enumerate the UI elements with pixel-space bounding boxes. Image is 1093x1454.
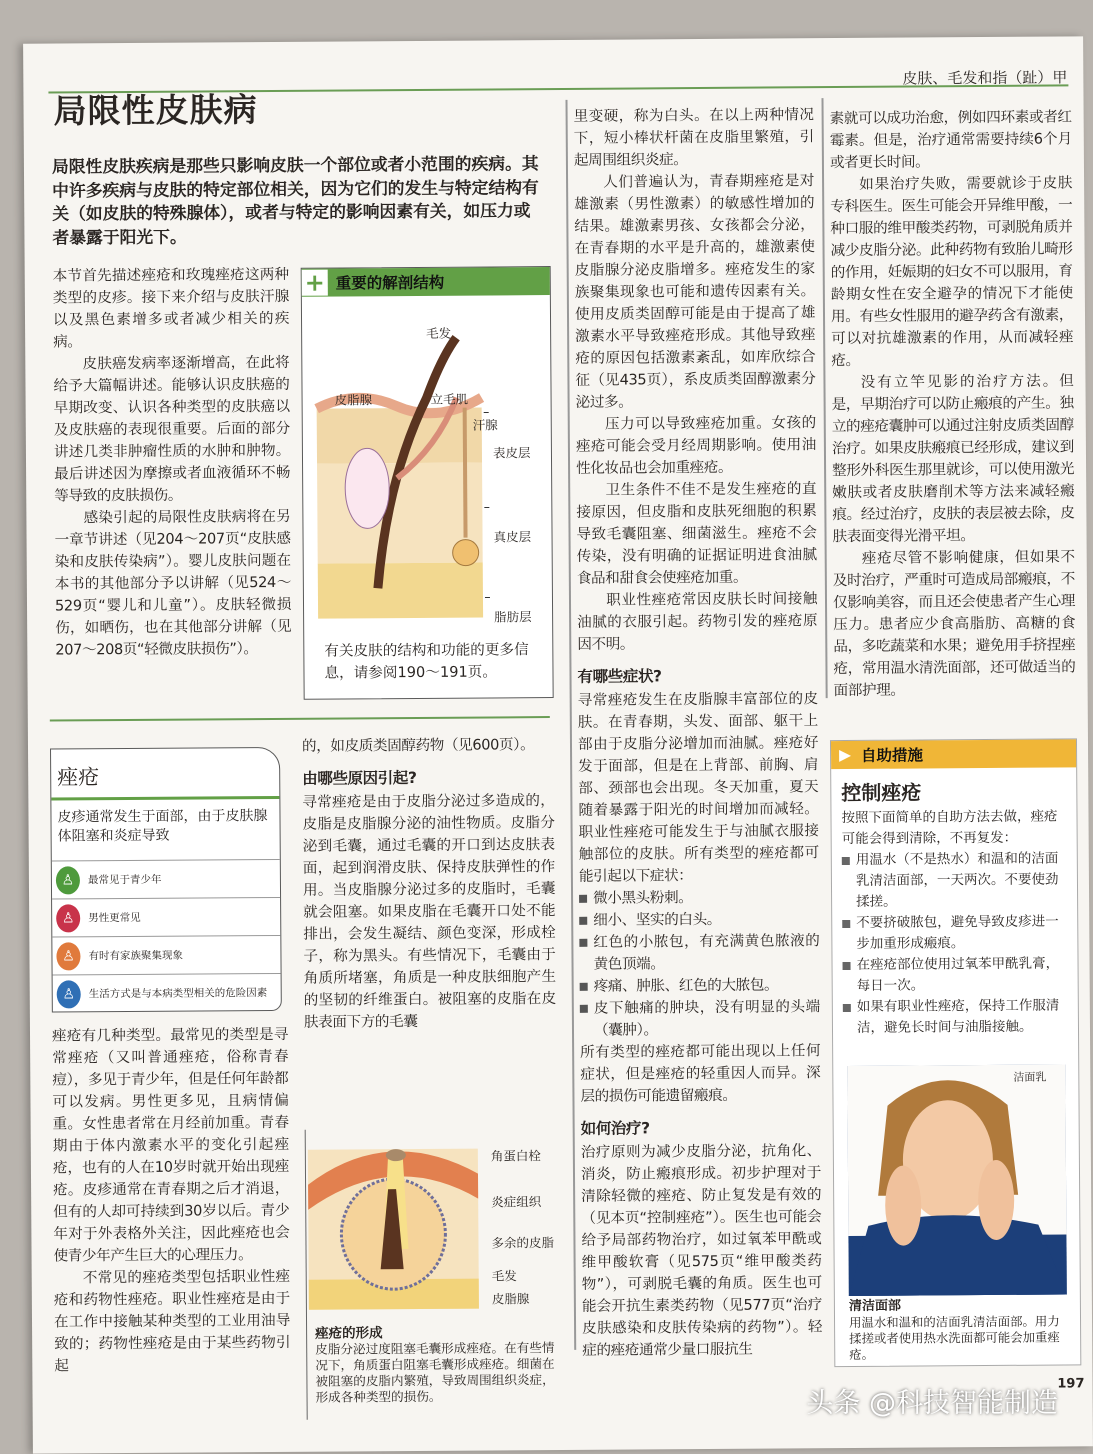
symptom-item bbox=[580, 996, 820, 1042]
label-arrector-muscle: 立毛肌 bbox=[431, 392, 469, 407]
self-help-item-text: 用温水（不是热水）和温和的洁面乳清洁面部，一天两次。不要使劲揉搓。 bbox=[856, 848, 1067, 912]
woman-washing-face-illustration bbox=[847, 1064, 1067, 1296]
bullet-square-icon bbox=[579, 917, 587, 925]
symptom-text: 红色的小脓包，有充满黄色脓液的黄色顶端。 bbox=[593, 930, 819, 976]
treatment-heading: 如何治疗? bbox=[581, 1116, 821, 1140]
book-page bbox=[23, 36, 1093, 1453]
symptom-item bbox=[579, 930, 819, 976]
self-help-list bbox=[831, 806, 1078, 1039]
acne-figure-caption bbox=[315, 1324, 556, 1406]
anatomy-box bbox=[301, 266, 554, 700]
self-help-header bbox=[831, 739, 1076, 769]
lead-paragraph: 局限性皮肤疾病是那些只影响皮肤一个部位或者小范围的疾病。其中许多疾病与皮肤的特定部位相关，因为它们的发生与特定结构有关（如皮肤的特殊腺体），或者与特定的影响因素有关，如压力或者暴露于阳光下。 bbox=[52, 152, 548, 249]
bullet-square-icon bbox=[580, 983, 588, 991]
self-help-box bbox=[830, 738, 1081, 1367]
column1-intro bbox=[53, 264, 292, 662]
self-help-item-text: 不要挤破脓包，避免导致皮疹进一步加重形成瘢痕。 bbox=[856, 911, 1067, 954]
bullet-square-icon bbox=[843, 962, 851, 970]
symptom-text: 微小黑头粉刺。 bbox=[593, 887, 693, 910]
self-help-intro: 按照下面简单的自助方法去做，痤疮可能会得到清除，不再复发： bbox=[841, 806, 1066, 850]
paragraph: 人们普遍认为，青春期痤疮是对雄激素（男性激素）的敏感性增加的结果。雄激素男孩、女孩都会分泌，在青春期的水平是升高的，雄激素使皮脂腺分泌皮脂增多。痤疮发生的家族聚集现象也可能和遗传因素有关。使用皮质类固醇可能是由于提高了雄激素水平导致痤疮形成。其他导致痤疮的原因包括激素紊乱，如库欣综合征（见435页），系皮质类固醇激素分泌过多。 bbox=[574, 170, 816, 414]
symptom-item bbox=[580, 974, 820, 998]
paragraph: 不常见的痤疮类型包括职业性痤疮和药物性痤疮。职业性痤疮是由于在工作中接触某种类型的工业用油导致的；药物性痤疮是由于某些药物引起 bbox=[54, 1266, 291, 1378]
risk-factor-row bbox=[52, 859, 280, 899]
bullet-square-icon bbox=[579, 895, 587, 903]
paragraph: 卫生条件不佳不是发生痤疮的直接原因，但皮脂和皮肤死细胞的积累导致毛囊阻塞、细菌滋生。痤疮不会传染，没有明确的证据证明进食油腻食品和甜食会使痤疮加重。 bbox=[576, 478, 817, 590]
caption-text: 皮脂分泌过度阻塞毛囊形成痤疮。在有些情况下，角质蛋白阻塞毛囊形成痤疮。细菌在被阻塞的皮脂内繁殖，导致周围组织炎症，形成各种类型的损伤。 bbox=[315, 1340, 555, 1406]
acne-box-title: 痤疮 bbox=[51, 748, 279, 798]
label-epidermis: 表皮层 bbox=[493, 445, 531, 460]
risk-factor-row bbox=[52, 897, 280, 937]
paragraph: 治疗原则为减少皮脂分泌，抗角化、消炎，防止瘢痕形成。初步护理对于清除轻微的痤疮、防止复发是有效的（见本页“控制痤疮”）。医生也可能会给予局部药物治疗，如过氧苯甲酰或维甲酸软膏（见575页“维甲酸类药物”），可剥脱毛囊的角质。医生也可能会开抗生素类药物（见577页“治疗皮肤感染和皮肤传染病的药物”）。轻症的痤疮通常少量口服抗生 bbox=[581, 1140, 823, 1362]
face-washing-photo bbox=[847, 1064, 1067, 1296]
page-title: 局限性皮肤病 bbox=[53, 84, 257, 132]
self-help-item bbox=[842, 953, 1067, 997]
paragraph: 痤疮尽管不影响健康，但如果不及时治疗，严重时可造成局部瘢痕，不仅影响美容，而且还会使患者产生心理压力。患者应少食高脂肪、高糖的食品，多吃蔬菜和水果；避免用手挤捏痤疮，常用温水清洗面部，还可做适当的面部护理。 bbox=[833, 546, 1076, 702]
causes-heading: 由哪些原因引起? bbox=[302, 766, 554, 790]
person-icon: ♙ bbox=[57, 980, 81, 1008]
caption-title: 清洁面部 bbox=[849, 1297, 1071, 1315]
person-icon: ♙ bbox=[56, 904, 80, 932]
acne-box-description: 皮疹通常发生于面部，由于皮肤腺体阻塞和炎症导致 bbox=[51, 799, 279, 861]
play-arrow-icon: ▶ bbox=[839, 746, 851, 764]
self-help-header-label: 自助措施 bbox=[861, 743, 923, 765]
paragraph: 里变硬，称为白头。在以上两种情况下，短小棒状杆菌在皮脂里繁殖，引起周围组织炎症。 bbox=[574, 104, 814, 172]
paragraph: 感染引起的局限性皮肤病将在另一章节讲述（见204～207页“皮肤感染和皮肤传染病”）。婴儿皮肤问题在本书的其他部分予以讲解（见524～529页“婴儿和儿童”）。皮肤轻微损伤，如晒伤，也在其他部分讲解（见207～208页“轻微皮肤损伤”）。 bbox=[54, 506, 291, 662]
risk-factor-label: 有时有家族聚集现象 bbox=[88, 948, 183, 964]
label-fat-layer: 脂肪层 bbox=[494, 609, 532, 624]
anatomy-header bbox=[302, 267, 550, 297]
column4-text bbox=[830, 106, 1076, 702]
paragraph: 素就可以成功治愈，例如四环素或者红霉素。但是，治疗通常需要持续6个月或者更长时间。 bbox=[830, 106, 1072, 174]
paragraph: 压力可以导致痤疮加重。女孩的痤疮可能会受月经周期影响。使用油性化妆品也会加重痤疮。 bbox=[576, 412, 816, 480]
self-help-item-text: 如果有职业性痤疮，保持工作服清洁，避免长时间与油脂接触。 bbox=[857, 995, 1068, 1038]
bullet-square-icon bbox=[580, 1005, 588, 1013]
paragraph: 寻常痤疮是由于皮脂分泌过多造成的，皮脂是皮脂腺分泌的油性物质。皮脂分泌到毛囊，通过毛囊的开口到达皮肤表面，起到润滑皮肤、保持皮肤弹性的作用。当皮脂腺分泌过多的皮脂时，毛囊就会阻塞。如果皮脂在毛囊开口处不能排出，会发生凝结、颜色变深，形成栓子，称为黑头。有些情况下，毛囊由于角质所堵塞，角质是一种皮肤细胞产生的坚韧的纤维蛋白。被阻塞的皮脂在皮肤表面下方的毛囊 bbox=[302, 790, 556, 1034]
caption-title: 痤疮的形成 bbox=[315, 1324, 555, 1342]
plus-icon: + bbox=[302, 270, 328, 296]
bullet-square-icon bbox=[579, 939, 587, 947]
label-keratin-plug: 角蛋白栓 bbox=[491, 1148, 541, 1163]
acne-formation-figure bbox=[305, 1128, 558, 1420]
risk-factor-list bbox=[52, 859, 281, 1013]
risk-factor-label: 生活方式是与本病类型相关的危险因素 bbox=[89, 985, 268, 1001]
bullet-square-icon bbox=[842, 857, 850, 865]
label-hair: 毛发 bbox=[492, 1268, 517, 1283]
symptom-text: 细小、坚实的白头。 bbox=[593, 909, 721, 932]
paragraph: 的，如皮质类固醇药物（见600页）。 bbox=[302, 734, 554, 758]
symptom-text: 疼痛、肿胀、红色的大脓包。 bbox=[594, 974, 779, 997]
self-help-item bbox=[842, 911, 1067, 955]
bullet-square-icon bbox=[842, 920, 850, 928]
watermark: 头条 @科技智能制造 bbox=[806, 1381, 1058, 1420]
risk-factor-label: 男性更常见 bbox=[88, 910, 141, 925]
symptoms-heading: 有哪些症状? bbox=[577, 664, 817, 688]
anatomy-header-label: 重要的解剖结构 bbox=[336, 271, 445, 294]
label-excess-sebum: 多余的皮脂 bbox=[491, 1235, 554, 1250]
column3-text bbox=[574, 104, 823, 1362]
symptom-item bbox=[579, 908, 819, 932]
column1-text bbox=[52, 1024, 290, 1378]
label-dermis: 真皮层 bbox=[493, 529, 531, 544]
paragraph: 本节首先描述痤疮和玫瑰痤疮这两种类型的皮疹。接下来介绍与皮肤汗腺以及黑色素增多或者减少相关的疾病。 bbox=[53, 264, 290, 354]
label-sebaceous-gland: 皮脂腺 bbox=[335, 392, 373, 407]
caption-text: 用温水和温和的洁面乳清洁面部。用力揉搓或者使用热水洗面都可能会加重痤疮。 bbox=[849, 1313, 1071, 1363]
self-help-item bbox=[842, 848, 1067, 913]
risk-factor-label: 最常见于青少年 bbox=[88, 872, 162, 888]
acne-formation-illustration bbox=[308, 1129, 479, 1310]
label-cleanser: 洁面乳 bbox=[1013, 1070, 1046, 1085]
paragraph: 寻常痤疮发生在皮脂腺丰富部位的皮肤。在青春期，头发、面部、躯干上部由于皮脂分泌增加而油腻。痤疮好发于面部，但是在上背部、前胸、肩部、颈部也会出现。冬天加重，夏天随着暴露于阳光的时间增加而减轻。职业性痤疮可能发生于与油腻衣服接触部位的皮肤。所有类型的痤疮都可能引起以下症状： bbox=[578, 688, 819, 888]
symptom-item bbox=[579, 886, 819, 910]
label-sebaceous-gland: 皮脂腺 bbox=[492, 1291, 530, 1306]
risk-factor-row bbox=[53, 973, 281, 1013]
person-icon: ♙ bbox=[56, 942, 80, 970]
self-help-caption bbox=[849, 1297, 1071, 1363]
paragraph: 如果治疗失败，需要就诊于皮肤专科医生。医生可能会开异维甲酸，一种口服的维甲酸类药物，可剥脱角质并减少皮脂分泌。此种药物有致胎儿畸形的作用，妊娠期的妇女不可以服用，育龄期女性在安全避孕的情况下才能使用。有些女性服用的避孕药含有激素，可以对抗雄激素的作用，从而减轻痤疮。 bbox=[830, 172, 1073, 372]
skin-anatomy-illustration bbox=[316, 327, 548, 629]
bullet-square-icon bbox=[843, 1004, 851, 1012]
acne-fact-box bbox=[50, 747, 282, 1013]
self-help-item-text: 在痤疮部位使用过氧苯甲酰乳膏，每日一次。 bbox=[856, 953, 1067, 996]
symptom-text: 皮下触痛的肿块，没有明显的头端（囊肿）。 bbox=[594, 996, 820, 1042]
paragraph: 痤疮有几种类型。最常见的类型是寻常痤疮（又叫普通痤疮，俗称青春痘），多见于青少年，但是任何年龄都可以发病。男性更多见，且病情偏重。女性患者常在月经前加重。青春期由于体内激素水平的变化引起痤疮，也有的人在10岁时就开始出现痤疮。皮疹通常在青春期之后才消退，但有的人却可持续到30岁以后。青少年对于外表格外关注，因此痤疮也会使青少年产生巨大的心理压力。 bbox=[52, 1024, 290, 1268]
paragraph: 职业性痤疮常因皮肤长时间接触油腻的衣服引起。药物引发的痤疮原因不明。 bbox=[577, 588, 817, 656]
label-hair: 毛发 bbox=[426, 326, 451, 341]
label-inflamed-tissue: 炎症组织 bbox=[491, 1194, 541, 1209]
paragraph: 没有立竿见影的治疗方法。但是，早期治疗可以防止瘢痕的产生。独立的痤疮囊肿可以通过注射皮质类固醇治疗。如果皮肤瘢痕已经形成，建议到整形外科医生那里就诊，可以使用激光嫩肤或者皮肤磨削术等方法来减轻瘢痕。经过治疗，皮肤的表层被去除，皮肤表面变得光滑平坦。 bbox=[831, 370, 1074, 548]
self-help-item bbox=[843, 995, 1068, 1039]
label-sweat-gland: 汗腺 bbox=[473, 417, 498, 432]
anatomy-caption: 有关皮肤的结构和功能的更多信息，请参阅190～191页。 bbox=[324, 639, 539, 684]
person-icon: ♙ bbox=[56, 866, 80, 894]
paragraph: 所有类型的痤疮都可能出现以上任何症状，但是痤疮的轻重因人而异。深层的损伤可能遗留瘢痕。 bbox=[580, 1040, 820, 1108]
paragraph: 皮肤癌发病率逐渐增高，在此将给予大篇幅讲述。能够认识皮肤癌的早期改变、认识各种类型的皮肤癌以及皮肤癌的表现很重要。后面的部分讲述几类非肿瘤性质的水肿和肿物。最后讲述因为摩擦或者血液循环不畅等导致的皮肤损伤。 bbox=[53, 352, 290, 508]
column2-text bbox=[302, 734, 556, 1034]
running-head: 皮肤、毛发和指（趾）甲 bbox=[902, 66, 1067, 88]
column-divider bbox=[821, 98, 827, 698]
self-help-title: 控制痤疮 bbox=[831, 767, 1076, 808]
section-divider bbox=[50, 716, 550, 721]
page-number: 197 bbox=[1057, 1376, 1084, 1391]
risk-factor-row bbox=[52, 935, 280, 975]
